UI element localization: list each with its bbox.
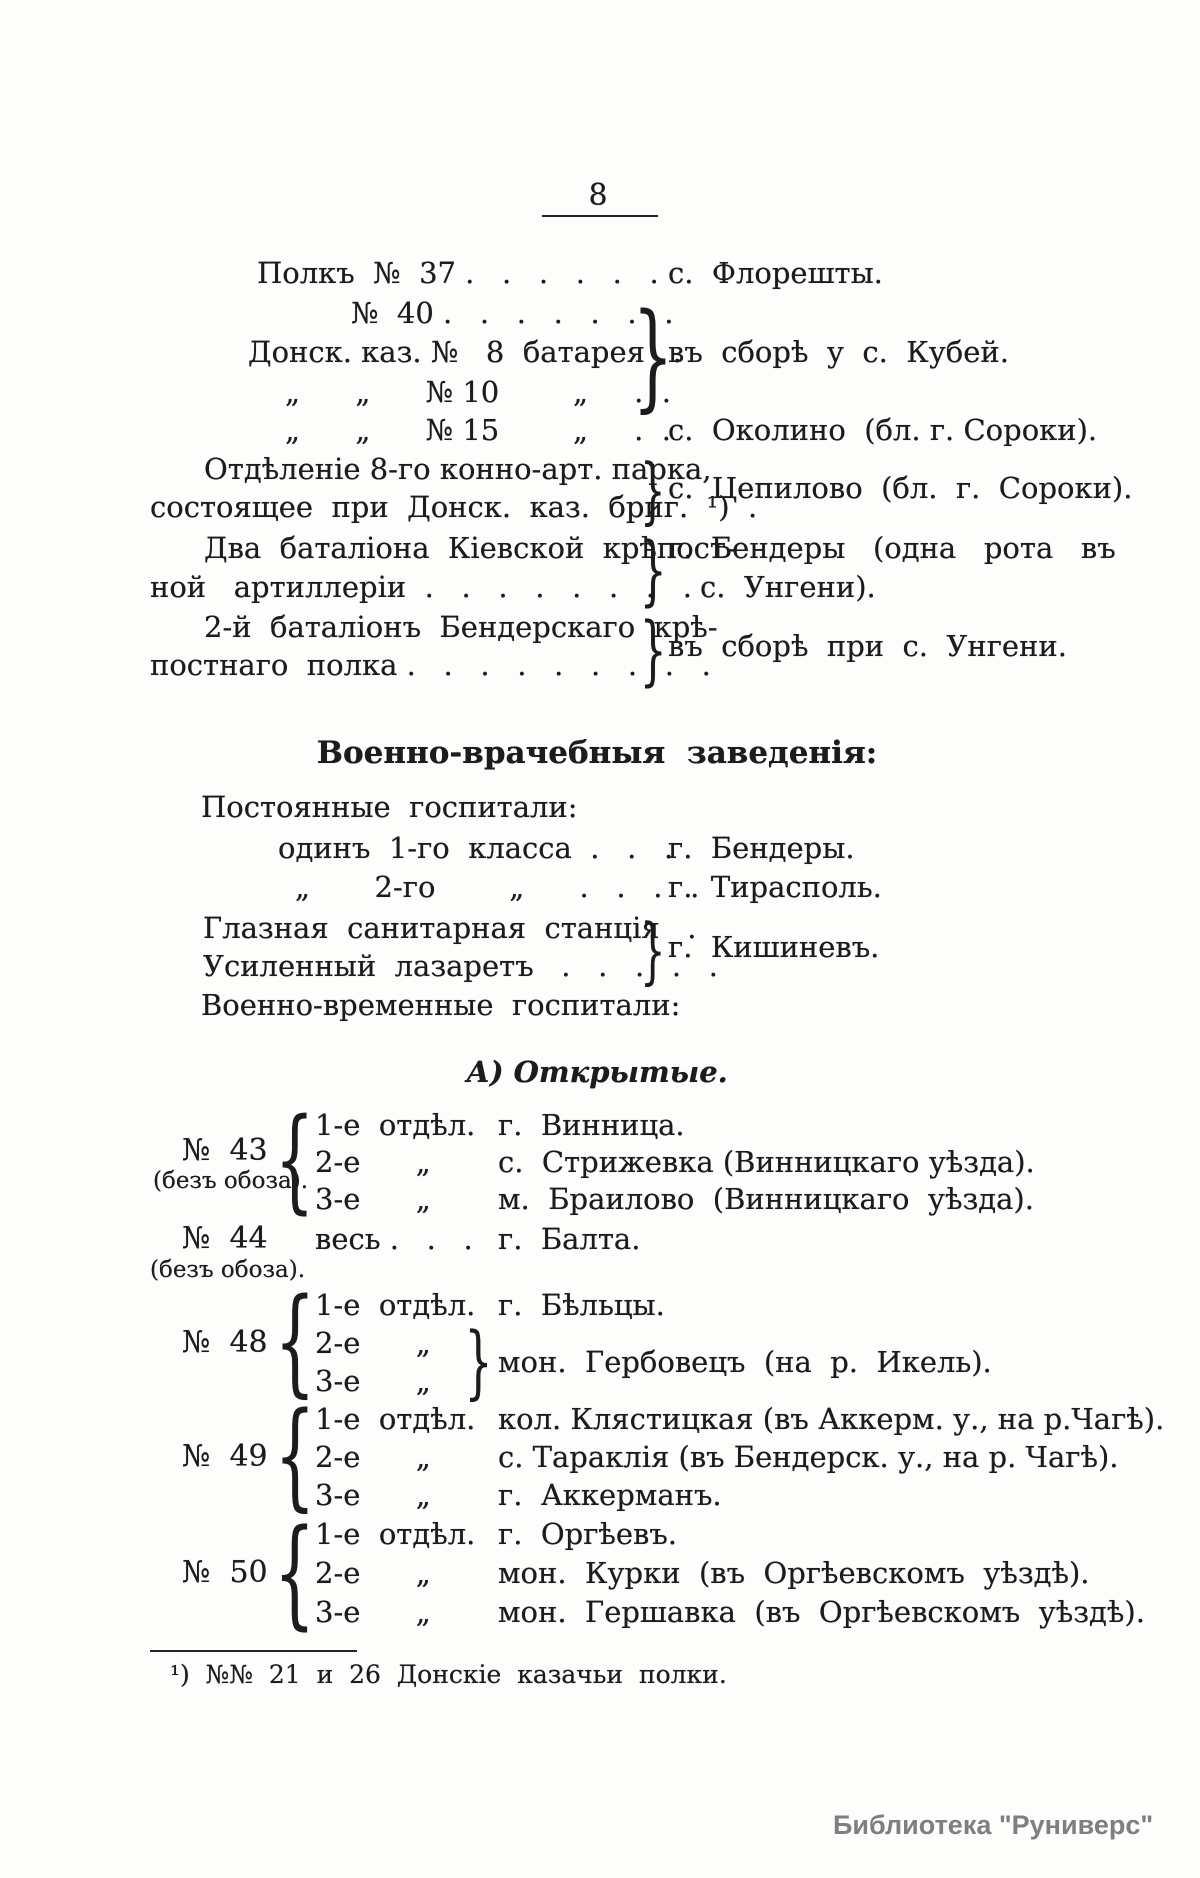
unit-row-label: Донск. каз. № 8 батарея . . (248, 335, 682, 369)
unit-group-value: с. Цепилово (бл. г. Сороки). (668, 471, 1133, 505)
curly-brace-right-icon (633, 453, 673, 527)
hospital-number: № 49 (182, 1439, 268, 1474)
hospital-number: № 50 (182, 1555, 268, 1590)
unit-row-label: Два баталіона Кіевской крѣпост- (204, 531, 736, 565)
division-group-location: мон. Гербовецъ (на р. Икель). (498, 1345, 992, 1379)
hospital-row-label: „ 2-го „ . . . . (295, 870, 700, 904)
division-label: 3-е „ (315, 1595, 431, 1629)
curly-brace-left-icon (275, 1103, 315, 1217)
unit-row-value: с. Флорешты. (668, 256, 883, 290)
division-label: 1-е отдѣл. (315, 1108, 476, 1142)
unit-row-label: „ „ № 15 „ . . (285, 413, 671, 447)
hospital-note: (безъ обоза). (153, 1168, 309, 1194)
division-label: 2-е „ (315, 1145, 431, 1179)
hospital-note: (безъ обоза). (150, 1257, 306, 1283)
unit-row-label: № 40 . . . . . . . (351, 296, 674, 330)
footnote-rule (150, 1650, 357, 1652)
division-label: весь . . . (315, 1222, 473, 1256)
curly-brace-left-icon (275, 1283, 315, 1401)
unit-row-label: Отдѣленіе 8-го конно-арт. парка, (204, 452, 712, 486)
division-label: 1-е отдѣл. (315, 1517, 476, 1551)
unit-row-value: г. Бендеры (одна рота въ (668, 531, 1116, 565)
unit-row-label: „ „ № 10 „ . . (285, 375, 671, 409)
division-location: кол. Клястицкая (въ Аккерм. у., на р.Чагѣ). (498, 1402, 1165, 1436)
unit-row-label: постнаго полка . . . . . . . . . (150, 648, 711, 682)
curly-brace-right-icon (458, 1321, 498, 1403)
curly-brace-left-icon (275, 1512, 315, 1632)
division-location: с. Стрижевка (Винницкаго уѣзда). (498, 1145, 1035, 1179)
curly-brace-left-icon (275, 1397, 315, 1515)
division-label: 1-е отдѣл. (315, 1288, 476, 1322)
section-heading: Военно-врачебныя заведенія: (316, 735, 878, 771)
division-label: 2-е „ (315, 1556, 431, 1590)
unit-group-value: въ сборѣ при с. Унгени. (668, 629, 1067, 663)
subsection-title: А) Открытые. (466, 1055, 728, 1089)
unit-row-label: ной артиллеріи . . . . . . . . (150, 570, 692, 604)
unit-row-label: Полкъ № 37 . . . . . . (257, 256, 659, 290)
division-location: м. Браилово (Винницкаго уѣзда). (498, 1182, 1034, 1216)
division-label: 1-е отдѣл. (315, 1402, 476, 1436)
permanent-hospitals-label: Постоянные госпитали: (201, 790, 578, 824)
page-number: 8 (588, 178, 608, 213)
division-label: 2-е „ (315, 1440, 431, 1474)
hospital-row-value: г. Бендеры. (668, 831, 855, 865)
division-label: 3-е „ (315, 1182, 431, 1216)
unit-group-value: въ сборѣ у с. Кубей. (668, 335, 1009, 369)
division-location: мон. Курки (въ Оргѣевскомъ уѣздѣ). (498, 1556, 1090, 1590)
division-location: г. Аккерманъ. (498, 1478, 722, 1512)
hospital-row-value: г. Тирасполь. (668, 870, 882, 904)
division-location: г. Бѣльцы. (498, 1288, 665, 1322)
division-label: 2-е „ (315, 1326, 431, 1360)
division-label: 3-е „ (315, 1364, 431, 1398)
hospital-group-value: г. Кишиневъ. (668, 930, 880, 964)
hospital-number: № 44 (182, 1221, 268, 1256)
hospital-row-label: одинъ 1-го класса . . . (278, 831, 674, 865)
temporary-hospitals-label: Военно-временные госпитали: (201, 988, 681, 1022)
hospital-row-label: Глазная санитарная станція . (203, 911, 697, 945)
division-label: 3-е „ (315, 1478, 431, 1512)
curly-brace-right-icon (633, 298, 673, 416)
unit-row-label: состоящее при Донск. каз. бриг. ¹) . (150, 490, 758, 524)
division-location: г. Балта. (498, 1222, 641, 1256)
hospital-number: № 43 (182, 1133, 268, 1168)
curly-brace-right-icon (633, 531, 673, 609)
division-location: г. Винница. (498, 1108, 685, 1142)
page-number-rule (542, 215, 658, 217)
division-location: с. Тараклія (въ Бендерск. у., на р. Чагѣ). (498, 1440, 1119, 1474)
unit-row-value: с. Унгени). (700, 570, 876, 604)
hospital-number: № 48 (182, 1325, 268, 1360)
division-location: г. Оргѣевъ. (498, 1517, 678, 1551)
unit-row-label: 2-й баталіонъ Бендерскаго крѣ- (204, 610, 718, 644)
unit-row-value: с. Околино (бл. г. Сороки). (668, 413, 1098, 447)
hospital-row-label: Усиленный лазаретъ . . . . . (203, 949, 719, 983)
division-location: мон. Гершавка (въ Оргѣевскомъ уѣздѣ). (498, 1595, 1145, 1629)
curly-brace-right-icon (633, 913, 673, 987)
curly-brace-right-icon (633, 611, 673, 689)
footnote-text: ¹) №№ 21 и 26 Донскіе казачьи полки. (170, 1660, 727, 1689)
library-watermark: Библиотека "Руниверс" (833, 1810, 1154, 1840)
